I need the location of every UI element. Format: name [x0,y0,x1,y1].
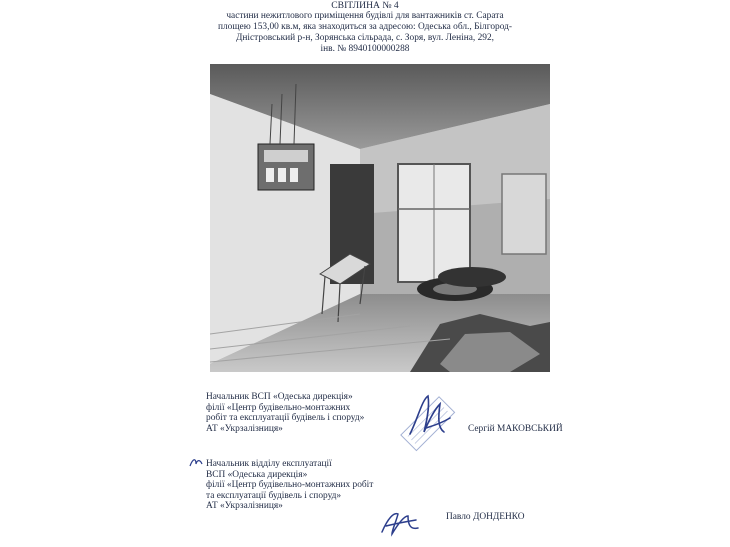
room-photo [210,64,550,372]
signature-dondenko [378,508,422,538]
room-photo-image [210,64,550,372]
signatory-2-name: Павло ДОНДЕНКО [446,512,525,522]
document-header [0,0,730,55]
photo-title: СВІТЛИНА № 4 [331,0,399,11]
signatory-2-line-4: та експлуатації будівель і споруд» [206,490,342,501]
signatory-2-line-5: АТ «Укрзалізниця» [206,501,283,512]
signatory-1-line-2: філії «Центр будівельно-монтажних [206,402,351,413]
signatory-2-position [206,459,373,512]
signatory-1-line-3: робіт та експлуатації будівель і споруд» [206,413,365,424]
header-line-4: інв. № 8940100000288 [320,44,410,54]
signature-makovskyi [404,388,454,448]
signatory-2-line-1: Начальник відділу експлуатації [206,459,332,469]
signatory-2-line-3: філії «Центр будівельно-монтажних робіт [206,480,374,491]
signatory-1-position [206,392,364,434]
initials-mark [188,456,208,470]
header-line-1: частини нежитлового приміщення будівлі для вантажників ст. Сарата [226,11,504,21]
signatory-1-name: Сергій МАКОВСЬКИЙ [468,424,563,434]
signatory-1-line-1: Начальник ВСП «Одеська дирекція» [206,392,353,402]
signatory-1-line-4: АТ «Укрзалізниця» [206,423,283,434]
header-line-3: Дністровський р-н, Зорянська сільрада, с. Зоря, вул. Леніна, 292, [236,33,494,43]
header-line-2: площею 153,00 кв.м, яка знаходиться за адресою: Одеська обл., Білгород- [217,22,513,32]
signatory-2-line-2: ВСП «Одеська дирекція» [206,469,308,480]
